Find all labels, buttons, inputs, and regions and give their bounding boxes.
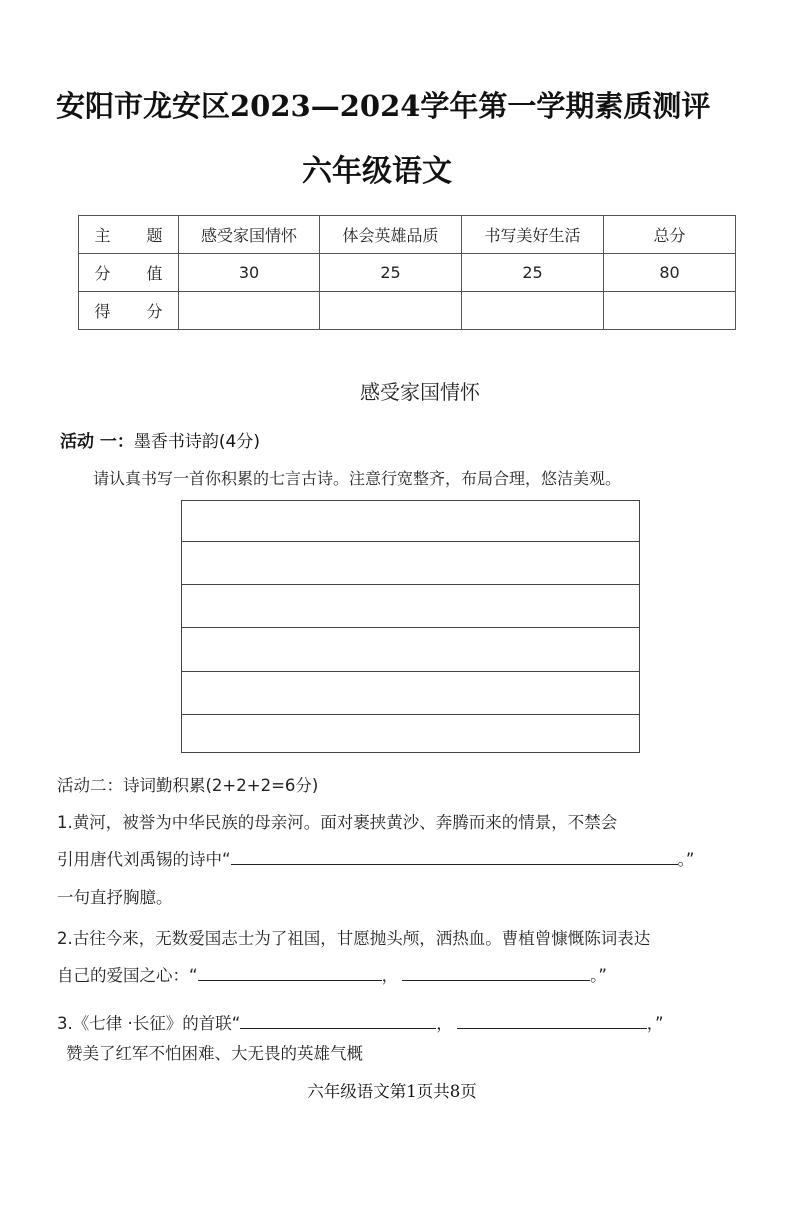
q2-separator: ， — [381, 966, 399, 985]
writing-line — [182, 671, 639, 672]
page-footer: 六年级语文第1页共8页 — [307, 1082, 477, 1101]
activity1-title: 墨香书诗韵(4分) — [133, 432, 261, 452]
score-table — [78, 215, 736, 330]
q3-prefix: 3.《七律 ·长征》的首联“ — [57, 1014, 241, 1033]
poem-writing-box[interactable] — [181, 500, 640, 753]
writing-line — [182, 541, 639, 542]
q1-text-line2 — [57, 846, 694, 870]
q1-suffix: 。” — [677, 850, 695, 869]
column-header: 书写美好生活 — [462, 216, 604, 254]
points-cell: 80 — [604, 254, 736, 292]
activity2-heading: 活动二：诗词勤积累(2+2+2=6分) — [57, 776, 319, 795]
writing-line — [182, 714, 639, 715]
q3-text-line2: 赞美了红军不怕困难、大无畏的英雄气概 — [66, 1044, 363, 1063]
row-label-score: 得 分 — [79, 292, 179, 330]
q1-text-line1: 1.黄河，被誉为中华民族的母亲河。面对裹挟黄沙、奔腾而来的情景，不禁会 — [57, 813, 618, 832]
q2-text-line1: 2.古往今来，无数爱国志士为了祖国，甘愿抛头颅，洒热血。曹植曾慷慨陈词表达 — [57, 929, 651, 948]
q3-suffix: ，” — [646, 1014, 664, 1033]
q3-separator: ， — [436, 1014, 453, 1033]
score-cell[interactable] — [604, 292, 736, 330]
score-cell[interactable] — [179, 292, 320, 330]
score-cell[interactable] — [462, 292, 604, 330]
q2-text-line2 — [57, 962, 607, 986]
q2-answer-blank-2[interactable] — [402, 962, 590, 981]
column-header: 总分 — [604, 216, 736, 254]
points-cell: 25 — [462, 254, 604, 292]
table-row-points — [79, 254, 736, 292]
writing-line — [182, 584, 639, 585]
q3-answer-blank-1[interactable] — [240, 1010, 436, 1029]
points-cell: 25 — [320, 254, 462, 292]
score-cell[interactable] — [320, 292, 462, 330]
column-header: 体会英雄品质 — [320, 216, 462, 254]
table-row-score — [79, 292, 736, 330]
row-label-points: 分 值 — [79, 254, 179, 292]
activity1-heading — [60, 427, 260, 452]
table-row-topic — [79, 216, 736, 254]
activity1-instruction: 请认真书写一首你积累的七言古诗。注意行宽整齐，布局合理，悠洁美观。 — [93, 469, 622, 488]
exam-subtitle: 六年级语文 — [302, 154, 452, 189]
q2-prefix: 自己的爱国之心：“ — [57, 966, 198, 985]
points-cell: 30 — [179, 254, 320, 292]
activity1-label: 活动 一： — [60, 432, 134, 452]
q2-answer-blank-1[interactable] — [198, 962, 382, 981]
row-label-topic: 主 题 — [79, 216, 179, 254]
q1-answer-blank[interactable] — [231, 846, 678, 865]
column-header: 感受家国情怀 — [179, 216, 320, 254]
q1-prefix: 引用唐代刘禹锡的诗中“ — [57, 850, 231, 869]
q3-answer-blank-2[interactable] — [457, 1010, 647, 1029]
q3-text-line1 — [57, 1010, 664, 1034]
writing-line — [182, 627, 639, 628]
q1-text-line3: 一句直抒胸臆。 — [57, 888, 173, 907]
q2-suffix: 。” — [590, 966, 607, 985]
exam-title: 安阳市龙安区2023—2024学年第一学期素质测评 — [56, 89, 711, 123]
section-title: 感受家国情怀 — [360, 380, 480, 404]
